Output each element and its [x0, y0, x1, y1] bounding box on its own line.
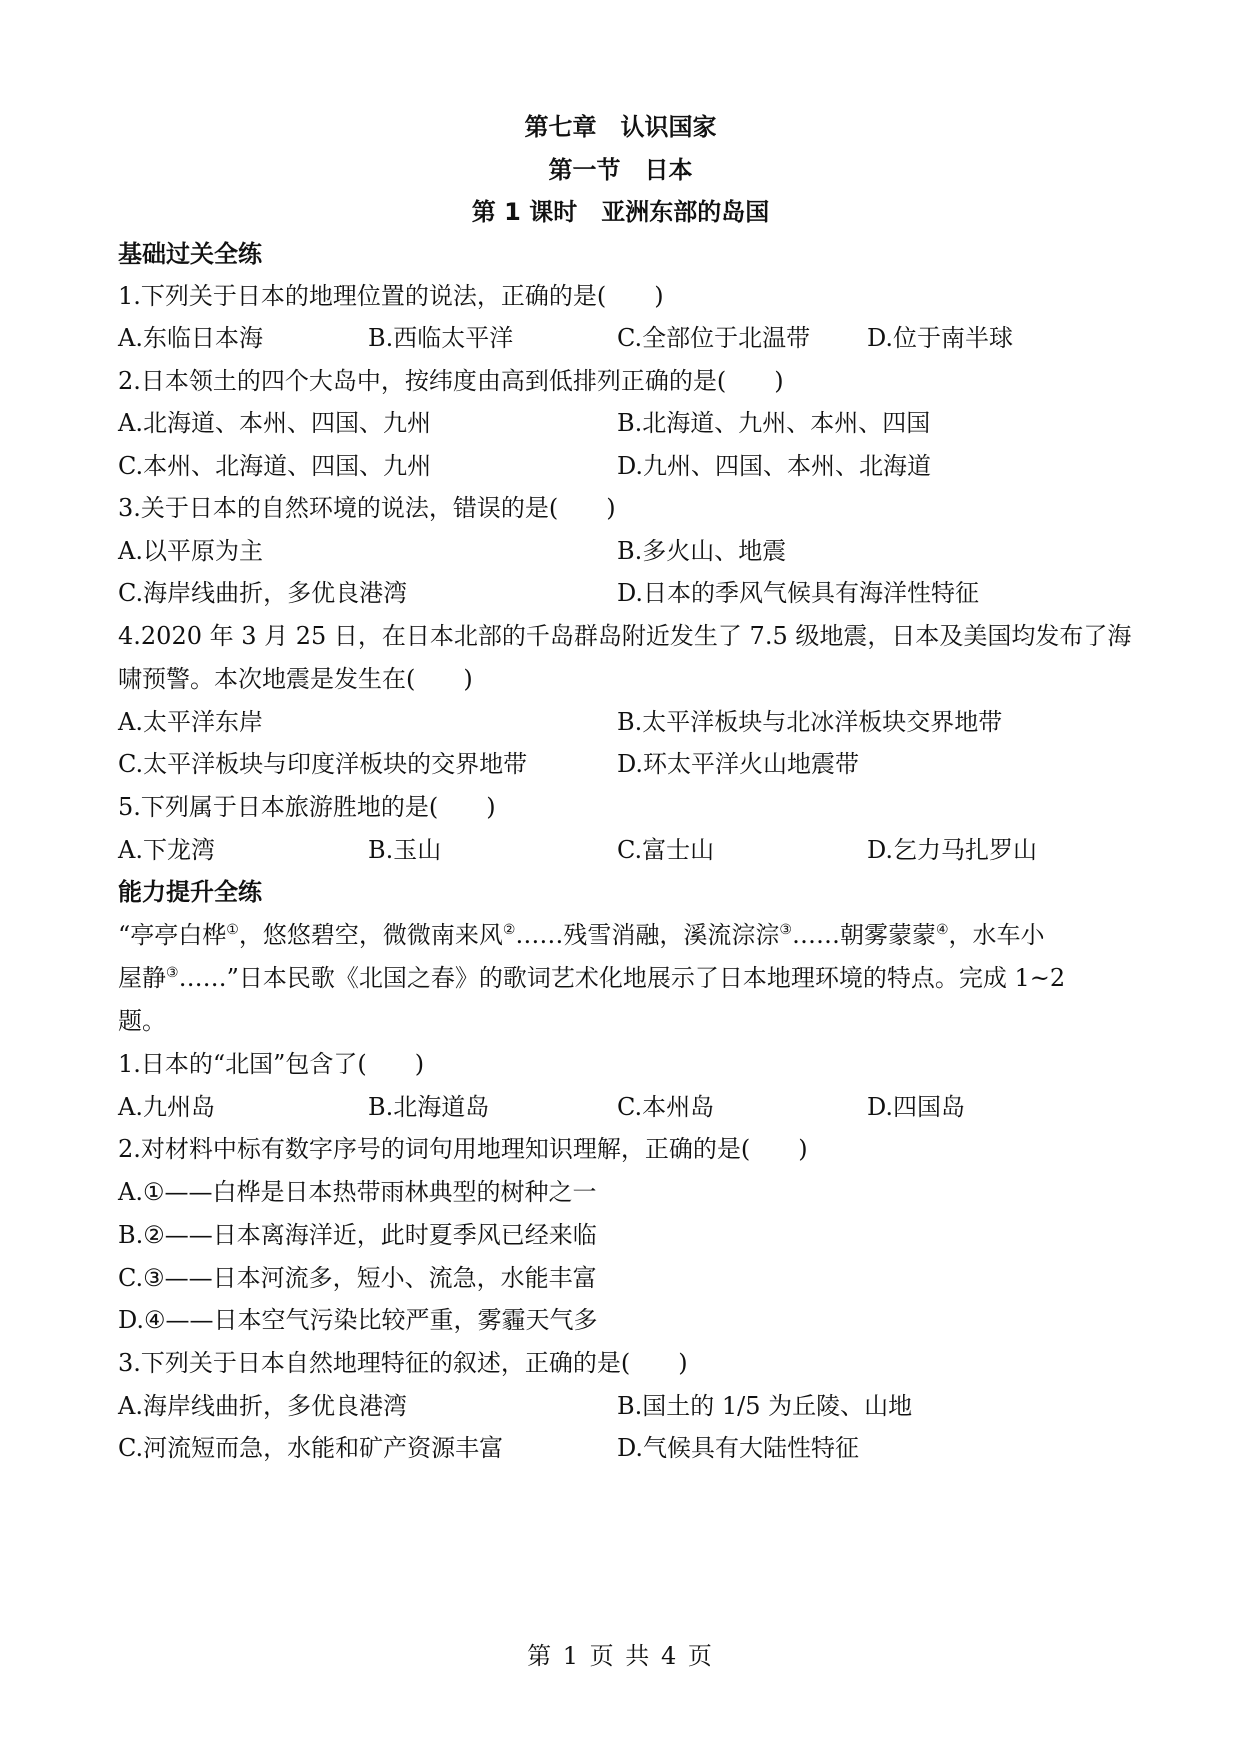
option-c: C.富士山 — [617, 836, 715, 864]
section-title: 第一节 日本 — [548, 156, 693, 184]
question-stem: 1.下列关于日本的地理位置的说法，正确的是( ) — [118, 282, 664, 310]
question-stem: 2.对材料中标有数字序号的词句用地理知识理解，正确的是( ) — [118, 1135, 808, 1163]
option-b: B.西临太平洋 — [368, 324, 514, 352]
option-b: B.多火山、地震 — [617, 537, 787, 565]
option-c: C.③——日本河流多，短小、流急，水能丰富 — [118, 1264, 597, 1292]
question-stem: 1.日本的“北国”包含了( ) — [118, 1050, 425, 1078]
option-a: A.①——白桦是日本热带雨林典型的树种之一 — [118, 1178, 597, 1206]
option-d: D.环太平洋火山地震带 — [617, 750, 860, 778]
option-d: D.乞力马扎罗山 — [867, 836, 1038, 864]
question-stem: 4.2020 年 3 月 25 日，在日本北部的千岛群岛附近发生了 7.5 级地震，日本及美国均发布了海 — [118, 622, 1132, 650]
option-d: D.④——日本空气污染比较严重，雾霾天气多 — [118, 1306, 598, 1334]
option-a: A.九州岛 — [118, 1093, 215, 1121]
chapter-title: 第七章 认识国家 — [524, 113, 717, 141]
option-d: D.位于南半球 — [867, 324, 1014, 352]
option-c: C.本州岛 — [617, 1093, 715, 1121]
option-b: B.玉山 — [368, 836, 442, 864]
question-stem: 5.下列属于日本旅游胜地的是( ) — [118, 793, 496, 821]
passage-line: 题。 — [118, 1007, 166, 1035]
option-a: A.海岸线曲折，多优良港湾 — [118, 1392, 407, 1420]
option-b: B.②——日本离海洋近，此时夏季风已经来临 — [118, 1221, 597, 1249]
option-c: C.海岸线曲折，多优良港湾 — [118, 579, 408, 607]
option-a: A.以平原为主 — [118, 537, 263, 565]
option-c: C.全部位于北温带 — [617, 324, 811, 352]
section-heading-advanced: 能力提升全练 — [118, 878, 262, 906]
option-b: B.北海道、九州、本州、四国 — [617, 409, 931, 437]
passage-line: 屋静③……”日本民歌《北国之春》的歌词艺术化地展示了日本地理环境的特点。完成 1~2 — [118, 964, 1066, 992]
section-heading-basic: 基础过关全练 — [118, 240, 262, 268]
lesson-title: 第 1 课时 亚洲东部的岛国 — [471, 198, 770, 226]
option-c: C.太平洋板块与印度洋板块的交界地带 — [118, 750, 528, 778]
option-b: B.北海道岛 — [368, 1093, 490, 1121]
option-d: D.气候具有大陆性特征 — [617, 1434, 860, 1462]
passage-line: “亭亭白桦①，悠悠碧空，微微南来风②……残雪消融，溪流淙淙③……朝雾蒙蒙④，水车小 — [118, 921, 1045, 949]
option-d: D.四国岛 — [867, 1093, 966, 1121]
option-b: B.太平洋板块与北冰洋板块交界地带 — [617, 708, 1003, 736]
page-number: 第 1 页 共 4 页 — [527, 1642, 714, 1670]
option-c: C.本州、北海道、四国、九州 — [118, 452, 432, 480]
option-a: A.下龙湾 — [118, 836, 215, 864]
question-stem-continued: 啸预警。本次地震是发生在( ) — [118, 665, 473, 693]
question-stem: 3.关于日本的自然环境的说法，错误的是( ) — [118, 494, 616, 522]
option-a: A.东临日本海 — [118, 324, 263, 352]
option-a: A.太平洋东岸 — [118, 708, 263, 736]
option-d: D.日本的季风气候具有海洋性特征 — [617, 579, 980, 607]
option-c: C.河流短而急，水能和矿产资源丰富 — [118, 1434, 504, 1462]
option-d: D.九州、四国、本州、北海道 — [617, 452, 932, 480]
option-b: B.国土的 1/5 为丘陵、山地 — [617, 1392, 913, 1420]
question-stem: 3.下列关于日本自然地理特征的叙述，正确的是( ) — [118, 1349, 688, 1377]
option-a: A.北海道、本州、四国、九州 — [118, 409, 431, 437]
question-stem: 2.日本领土的四个大岛中，按纬度由高到低排列正确的是( ) — [118, 367, 784, 395]
